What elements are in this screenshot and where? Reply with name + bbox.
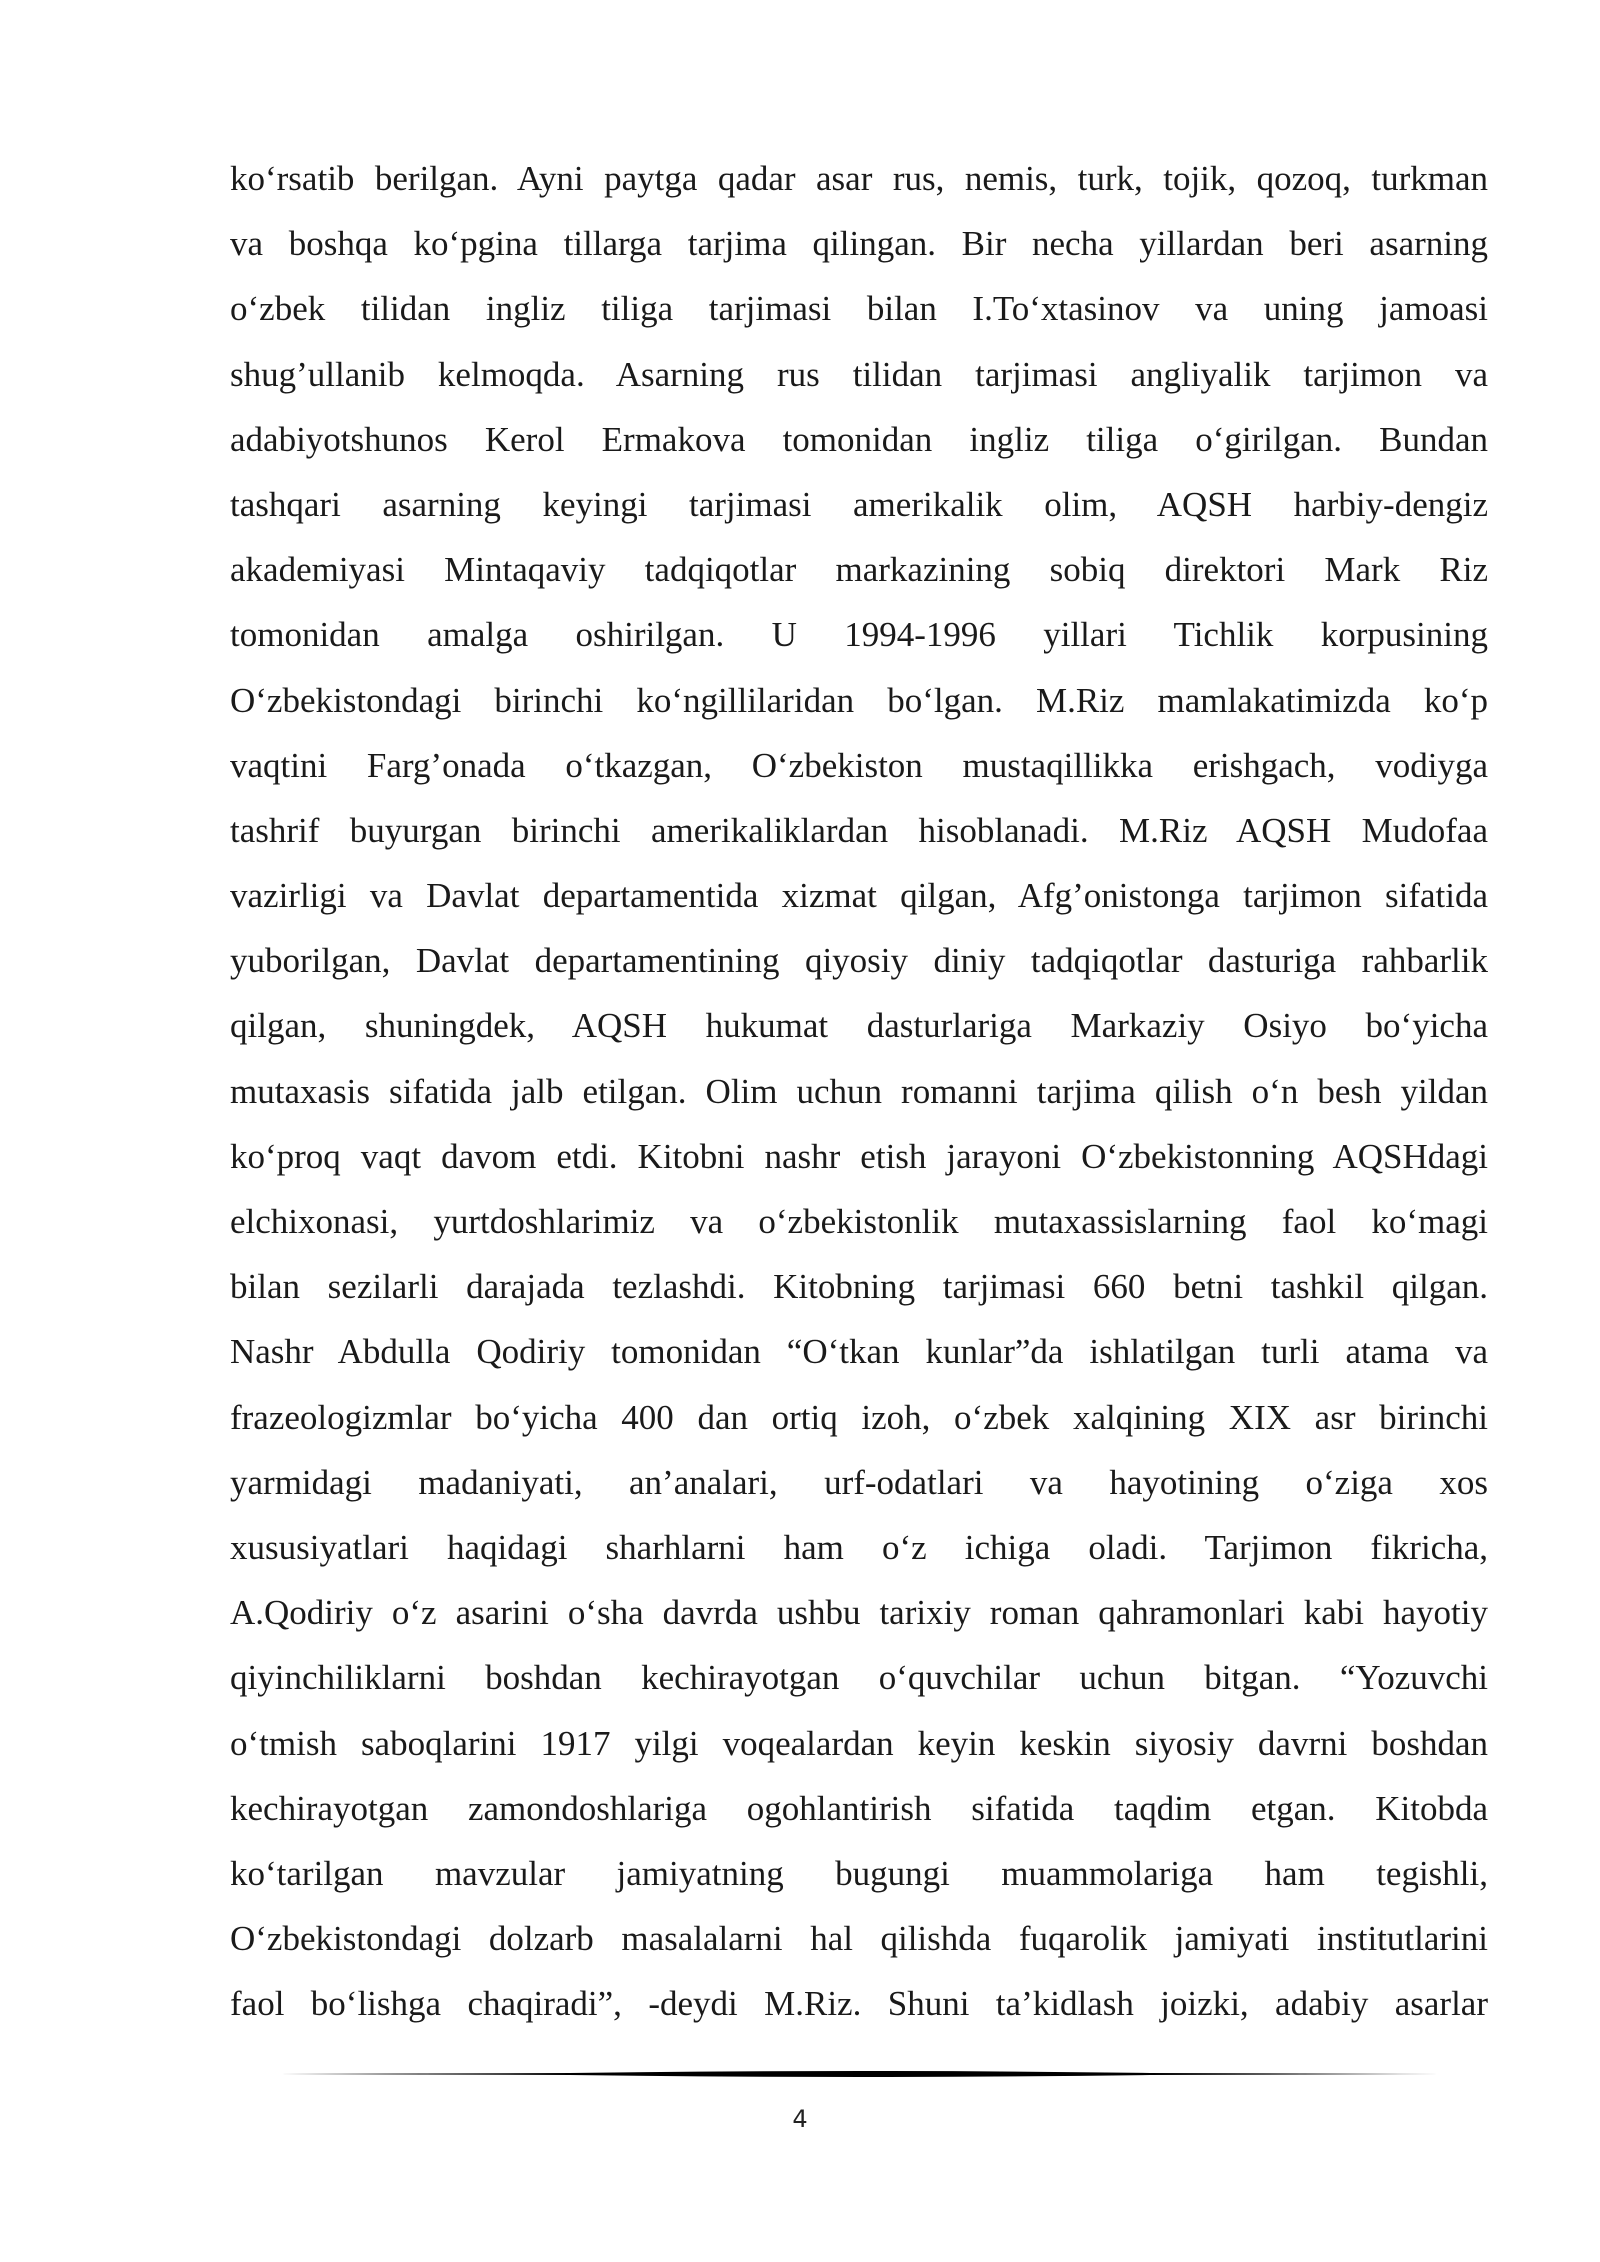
text-line: xususiyatlari haqidagi sharhlarni ham o‘z ichiga oladi. Tarjimon fikricha, bbox=[230, 1527, 1488, 1567]
page-number: 4 bbox=[792, 2105, 808, 2133]
text-line: mutaxasis sifatida jalb etilgan. Olim uchun romanni tarjima qilish o‘n besh yildan bbox=[230, 1071, 1488, 1111]
text-line: ko‘proq vaqt davom etdi. Kitobni nashr etish jarayoni O‘zbekistonning AQSHdagi bbox=[230, 1136, 1488, 1176]
text-line: faol bo‘lishga chaqiradi”, -deydi M.Riz. Shuni ta’kidlash joizki, adabiy asarlar bbox=[230, 1984, 1488, 2024]
text-line: vaqtini Farg’onada o‘tkazgan, O‘zbekiston mustaqillikka erishgach, vodiyga bbox=[230, 745, 1488, 785]
text-line: o‘zbek tilidan ingliz tiliga tarjimasi bilan I.To‘xtasinov va uning jamoasi bbox=[230, 289, 1488, 329]
text-line: elchixonasi, yurtdoshlarimiz va o‘zbekistonlik mutaxassislarning faol ko‘magi bbox=[230, 1202, 1488, 1241]
text-line: tomonidan amalga oshirilgan. U 1994-1996 yillari Tichlik korpusining bbox=[230, 615, 1488, 655]
text-line: vazirligi va Davlat departamentida xizmat qilgan, Afg’onistonga tarjimon sifatida bbox=[230, 876, 1488, 916]
text-line: qilgan, shuningdek, AQSH hukumat dasturlariga Markaziy Osiyo bo‘yicha bbox=[230, 1006, 1488, 1046]
text-line: ko‘rsatib berilgan. Ayni paytga qadar asar rus, nemis, turk, tojik, qozoq, turkman bbox=[230, 159, 1488, 198]
text-line: O‘zbekistondagi birinchi ko‘ngillilaridan bo‘lgan. M.Riz mamlakatimizda ko‘p bbox=[230, 680, 1488, 720]
text-line: tashqari asarning keyingi tarjimasi amerikalik olim, AQSH harbiy-dengiz bbox=[230, 484, 1488, 524]
text-line: adabiyotshunos Kerol Ermakova tomonidan ingliz tiliga o‘girilgan. Bundan bbox=[230, 419, 1488, 459]
text-line: ko‘tarilgan mavzular jamiyatning bugungi muammolariga ham tegishli, bbox=[230, 1853, 1488, 1893]
text-line: shug’ullanib kelmoqda. Asarning rus tilidan tarjimasi angliyalik tarjimon va bbox=[230, 354, 1488, 394]
text-line: bilan sezilarli darajada tezlashdi. Kitobning tarjimasi 660 betni tashkil qilgan. bbox=[230, 1267, 1488, 1307]
text-line: kechirayotgan zamondoshlariga ogohlantirish sifatida taqdim etgan. Kitobda bbox=[230, 1788, 1488, 1828]
text-line: akademiyasi Mintaqaviy tadqiqotlar markazining sobiq direktori Mark Riz bbox=[230, 550, 1488, 590]
text-line: frazeologizmlar bo‘yicha 400 dan ortiq izoh, o‘zbek xalqining XIX asr birinchi bbox=[230, 1397, 1488, 1437]
text-line: A.Qodiriy o‘z asarini o‘sha davrda ushbu tarixiy roman qahramonlari kabi hayotiy bbox=[230, 1593, 1488, 1633]
footer-divider-stroke bbox=[280, 2071, 1440, 2077]
text-line: qiyinchiliklarni boshdan kechirayotgan o‘quvchilar uchun bitgan. “Yozuvchi bbox=[230, 1658, 1488, 1698]
text-line: O‘zbekistondagi dolzarb masalalarni hal qilishda fuqarolik jamiyati institutlarini bbox=[230, 1919, 1488, 1959]
footer-divider bbox=[280, 2066, 1440, 2082]
text-line: yarmidagi madaniyati, an’analari, urf-odatlari va hayotining o‘ziga xos bbox=[230, 1462, 1488, 1502]
body-paragraph bbox=[230, 146, 1488, 2036]
text-line: Nashr Abdulla Qodiriy tomonidan “O‘tkan kunlar”da ishlatilgan turli atama va bbox=[230, 1332, 1488, 1372]
text-line: yuborilgan, Davlat departamentining qiyosiy diniy tadqiqotlar dasturiga rahbarlik bbox=[230, 941, 1488, 981]
text-line: o‘tmish saboqlarini 1917 yilgi voqealardan keyin keskin siyosiy davrni boshdan bbox=[230, 1723, 1488, 1763]
text-line: tashrif buyurgan birinchi amerikaliklardan hisoblanadi. M.Riz AQSH Mudofaa bbox=[230, 810, 1488, 850]
text-line: va boshqa ko‘pgina tillarga tarjima qilingan. Bir necha yillardan beri asarning bbox=[230, 224, 1488, 264]
